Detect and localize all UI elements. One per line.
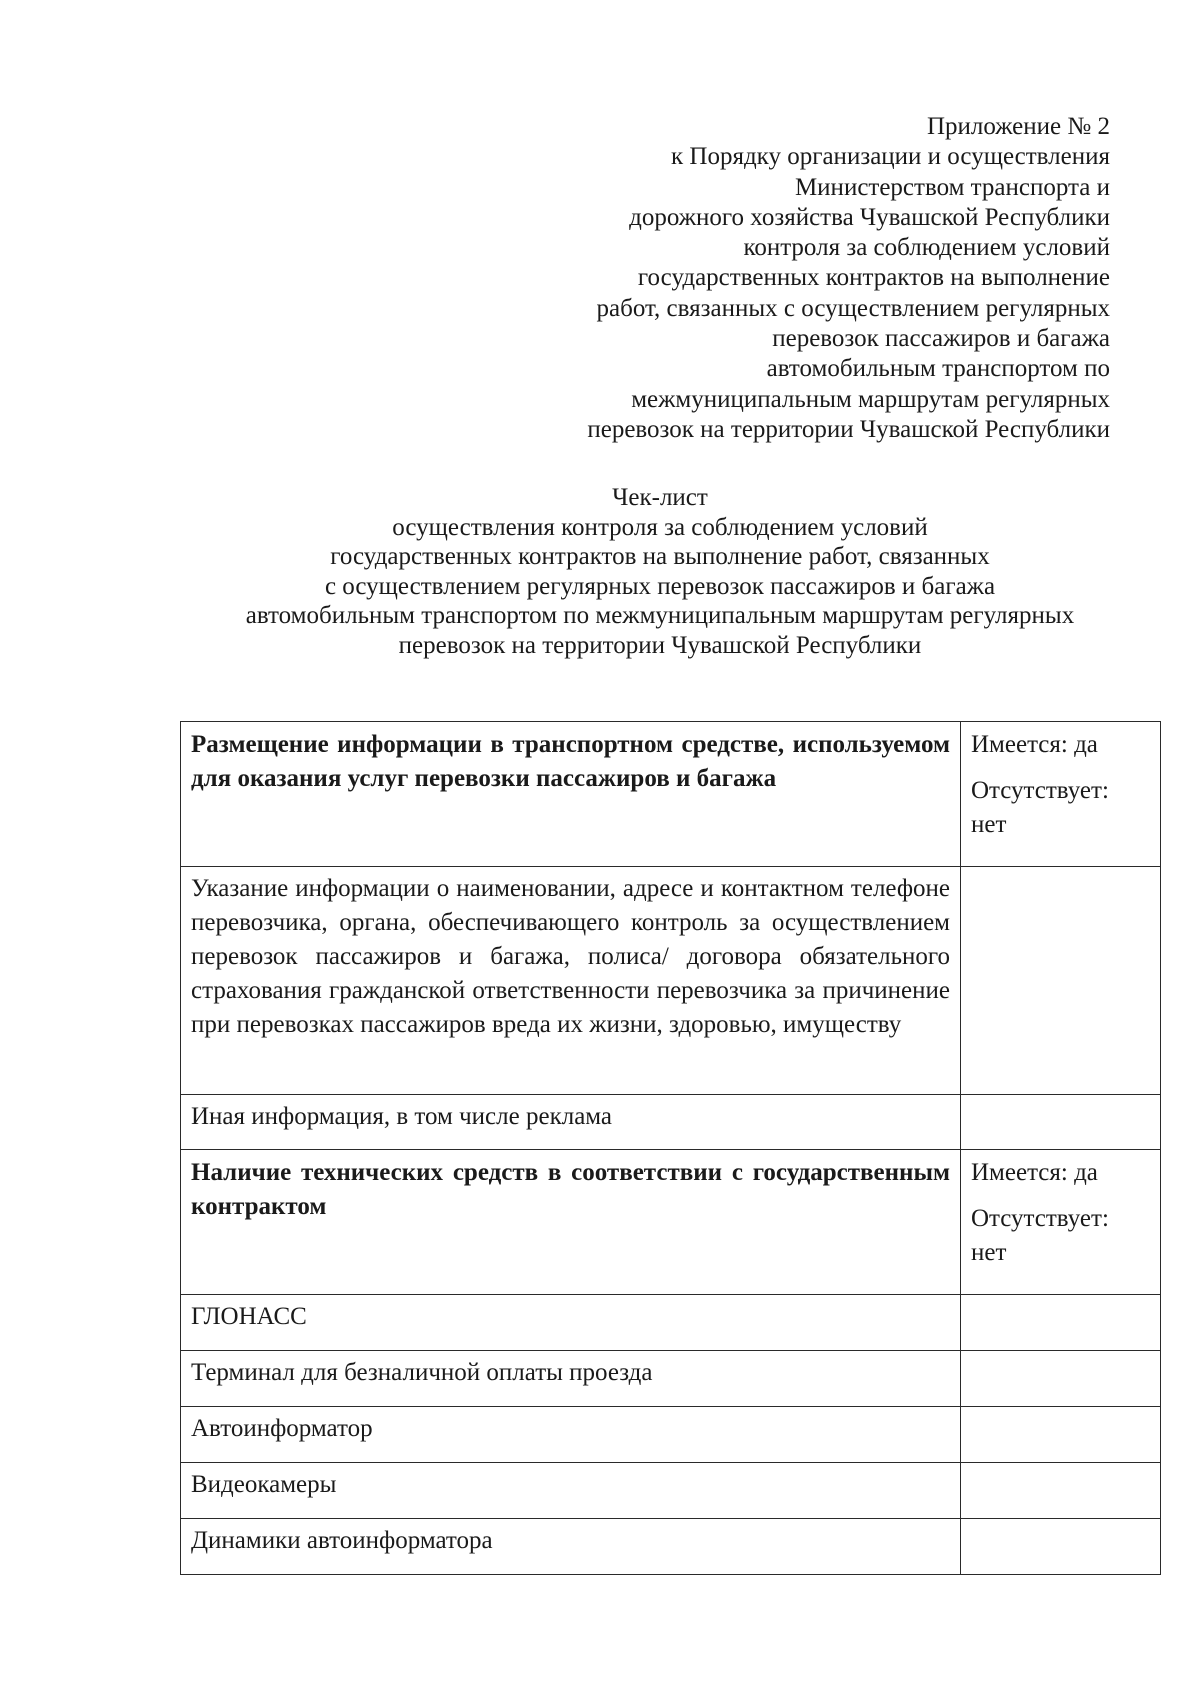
item-cell: Иная информация, в том числе реклама xyxy=(181,1095,961,1150)
appendix-line: межмуниципальным маршрутам регулярных xyxy=(631,385,1110,413)
title-line: перевозок на территории Чувашской Республики xyxy=(398,631,922,659)
appendix-line: к Порядку организации и осуществления xyxy=(671,143,1110,171)
table-row xyxy=(181,1351,1161,1407)
status-cell xyxy=(961,722,1161,867)
appendix-line: работ, связанных с осуществлением регулярных xyxy=(596,294,1110,322)
appendix-line: Приложение № 2 xyxy=(926,113,1110,140)
status-cell-empty xyxy=(961,1295,1161,1351)
status-cell-empty xyxy=(961,1519,1161,1575)
table-row-section xyxy=(181,1150,1161,1295)
table-row-section xyxy=(181,722,1161,867)
item-cell: ГЛОНАСС xyxy=(181,1295,961,1351)
title-line: автомобильным транспортом по межмуниципальным маршрутам регулярных xyxy=(245,602,1075,629)
table-row xyxy=(181,1407,1161,1463)
status-cell-empty xyxy=(961,1407,1161,1463)
title-heading: Чек-лист xyxy=(612,484,708,511)
table-row xyxy=(181,1095,1161,1150)
status-cell xyxy=(961,1150,1161,1295)
appendix-line: автомобильным транспортом по xyxy=(766,355,1110,383)
item-cell: Динамики автоинформатора xyxy=(181,1519,961,1575)
table-row xyxy=(181,867,1161,1095)
item-cell: Видеокамеры xyxy=(181,1463,961,1519)
status-absent-label: Отсутствует: нет xyxy=(971,777,1109,838)
status-cell-empty xyxy=(961,1351,1161,1407)
status-cell-empty xyxy=(961,1463,1161,1519)
appendix-header xyxy=(490,112,1110,445)
item-cell: Указание информации о наименовании, адресе и контактном телефоне перевозчика, органа, обеспечивающего контроль за осуществлением перевозок пассажиров и багажа, полиса/ договора обязательного страхования гражданской ответственности перевозчика за причинение при перевозках пассажиров вреда их жизни, здоровью, имуществу xyxy=(181,867,961,1095)
status-cell-empty xyxy=(961,1095,1161,1150)
table-row xyxy=(181,1463,1161,1519)
title-line: с осуществлением регулярных перевозок пассажиров и багажа xyxy=(324,572,996,600)
appendix-line: государственных контрактов на выполнение xyxy=(637,264,1110,292)
section-title-cell: Наличие технических средств в соответствии с государственным контрактом xyxy=(181,1150,961,1295)
table-row xyxy=(181,1519,1161,1575)
appendix-line: перевозок пассажиров и багажа xyxy=(772,325,1110,353)
status-present-label: Имеется: да xyxy=(971,1159,1098,1186)
appendix-line: дорожного хозяйства Чувашской Республики xyxy=(629,203,1110,231)
appendix-line: перевозок на территории Чувашской Республики xyxy=(587,415,1110,443)
title-line: государственных контрактов на выполнение работ, связанных xyxy=(330,543,990,570)
checklist-title xyxy=(180,483,1140,660)
item-cell: Автоинформатор xyxy=(181,1407,961,1463)
status-absent-label: Отсутствует: нет xyxy=(971,1205,1109,1266)
status-cell-empty xyxy=(961,867,1161,1095)
appendix-line: контроля за соблюдением условий xyxy=(743,234,1110,262)
title-line: осуществления контроля за соблюдением условий xyxy=(392,513,928,541)
status-present-label: Имеется: да xyxy=(971,731,1098,758)
section-title-cell: Размещение информации в транспортном средстве, используемом для оказания услуг перевозки пассажиров и багажа xyxy=(181,722,961,867)
table-row xyxy=(181,1295,1161,1351)
item-cell: Терминал для безналичной оплаты проезда xyxy=(181,1351,961,1407)
appendix-line: Министерством транспорта и xyxy=(794,173,1110,201)
checklist-table xyxy=(180,721,1161,1575)
